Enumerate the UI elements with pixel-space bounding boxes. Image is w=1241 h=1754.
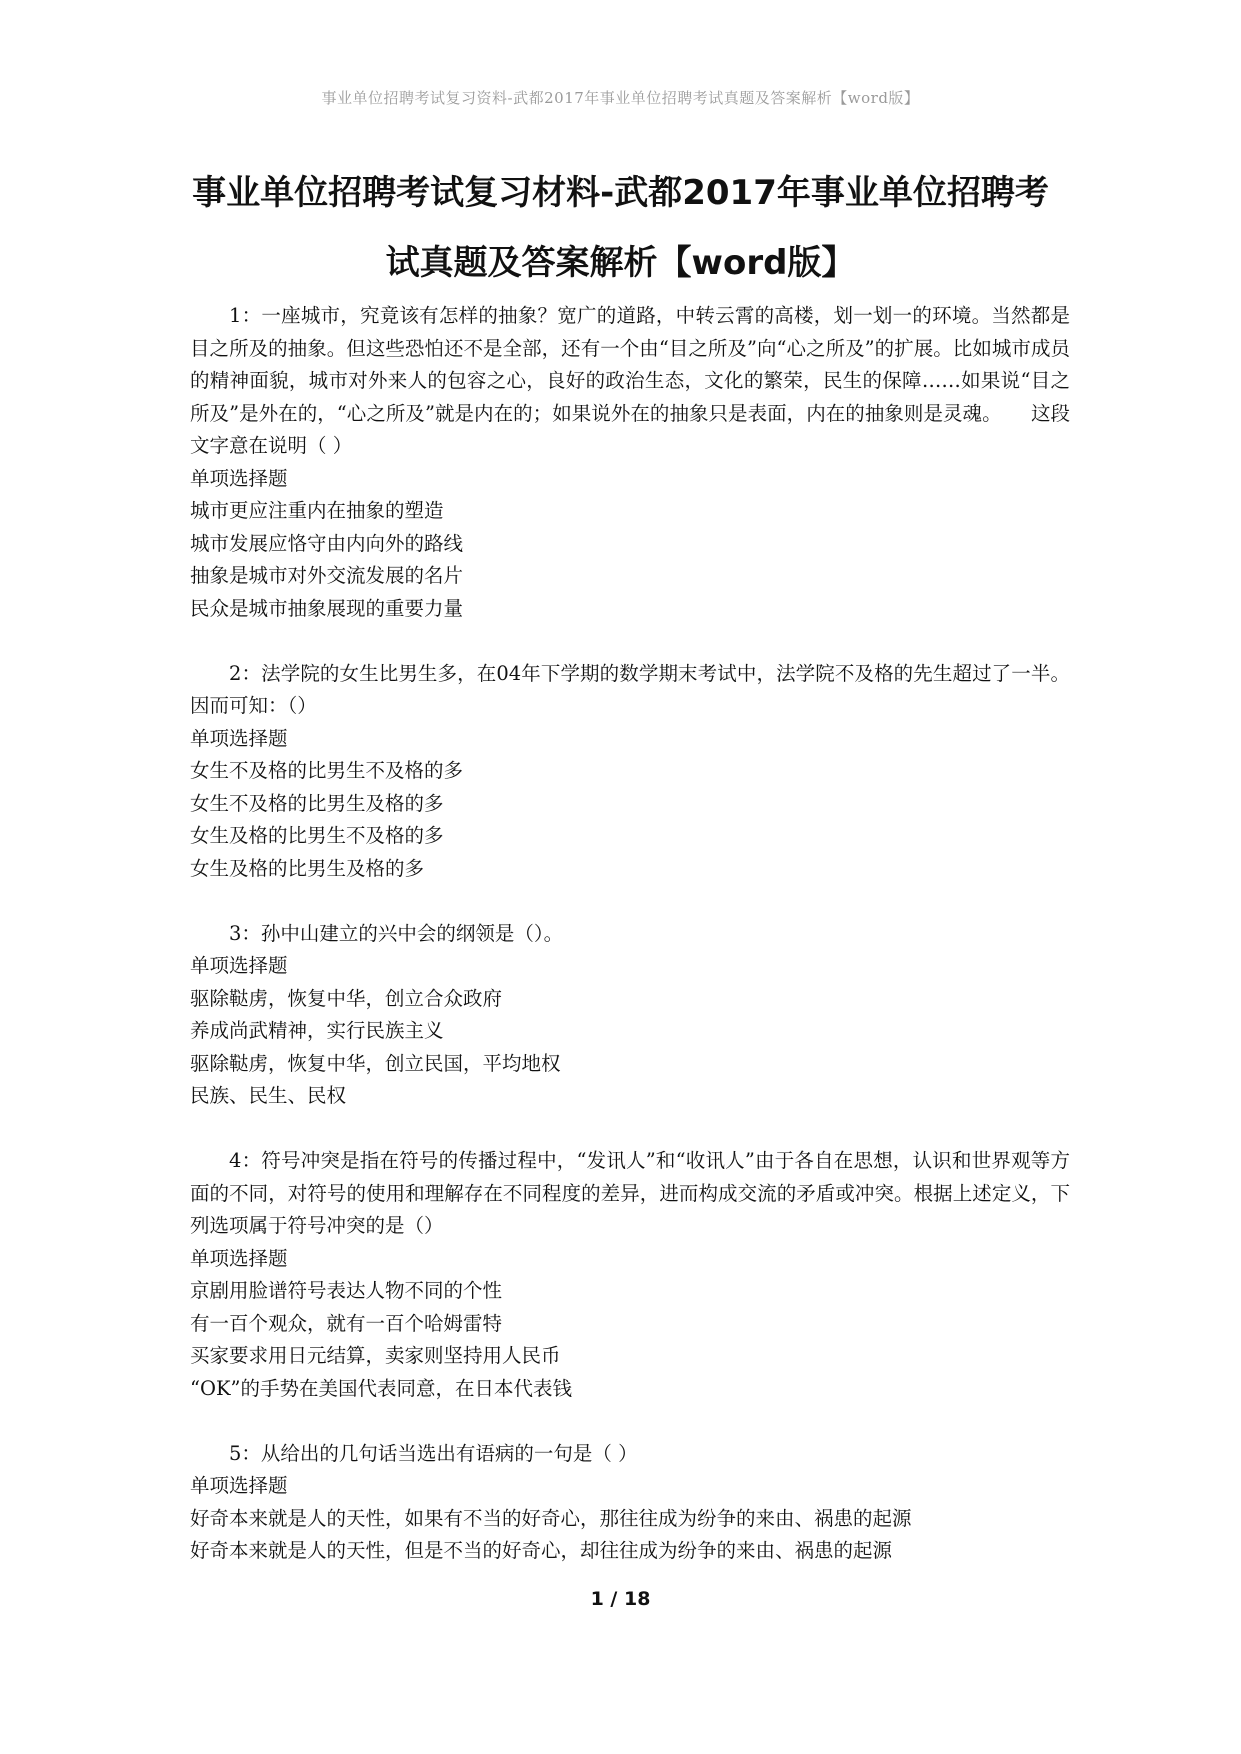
question-stem: 5：从给出的几句话当选出有语病的一句是（ ） bbox=[229, 1441, 638, 1465]
question-2 bbox=[190, 658, 1070, 886]
option-d: 女生及格的比男生及格的多 bbox=[190, 856, 425, 880]
option-list bbox=[190, 755, 1070, 885]
question-type-label: 单项选择题 bbox=[190, 954, 288, 977]
question-3 bbox=[190, 918, 1070, 1113]
option-list bbox=[190, 1503, 1070, 1568]
option-list bbox=[190, 495, 1070, 625]
option-c: 女生及格的比男生不及格的多 bbox=[190, 824, 444, 847]
option-b: 女生不及格的比男生及格的多 bbox=[190, 791, 444, 815]
question-1 bbox=[190, 300, 1070, 625]
question-type-label: 单项选择题 bbox=[190, 466, 288, 490]
option-b: 好奇本来就是人的天性，但是不当的好奇心，却往往成为纷争的来由、祸患的起源 bbox=[190, 1539, 893, 1562]
question-5 bbox=[190, 1438, 1070, 1568]
option-a: 女生不及格的比男生不及格的多 bbox=[190, 759, 464, 782]
option-c: 抽象是城市对外交流发展的名片 bbox=[190, 564, 464, 587]
option-d: 民众是城市抽象展现的重要力量 bbox=[190, 596, 464, 620]
option-list bbox=[190, 1275, 1070, 1405]
option-a: 驱除鞑虏，恢复中华，创立合众政府 bbox=[190, 986, 503, 1010]
running-header: 事业单位招聘考试复习资料-武都2017年事业单位招聘考试真题及答案解析【word版】 bbox=[321, 89, 920, 107]
question-type-label: 单项选择题 bbox=[190, 726, 288, 750]
option-d: “OK”的手势在美国代表同意，在日本代表钱 bbox=[190, 1376, 572, 1400]
document-title bbox=[120, 158, 1121, 298]
option-list bbox=[190, 983, 1070, 1113]
question-list bbox=[190, 300, 1070, 1600]
option-a: 城市更应注重内在抽象的塑造 bbox=[190, 499, 444, 522]
option-a: 好奇本来就是人的天性，如果有不当的好奇心，那往往成为纷争的来由、祸患的起源 bbox=[190, 1506, 912, 1530]
option-d: 民族、民生、民权 bbox=[190, 1084, 347, 1107]
title-line-1: 事业单位招聘考试复习材料-武都2017年事业单位招聘考 bbox=[192, 173, 1049, 213]
option-c: 买家要求用日元结算，卖家则坚持用人民币 bbox=[190, 1344, 561, 1367]
option-b: 养成尚武精神，实行民族主义 bbox=[190, 1019, 444, 1042]
title-line-2: 试真题及答案解析【word版】 bbox=[385, 243, 856, 283]
question-4 bbox=[190, 1145, 1070, 1405]
option-a: 京剧用脸谱符号表达人物不同的个性 bbox=[190, 1279, 503, 1302]
question-type-label: 单项选择题 bbox=[190, 1246, 288, 1270]
question-stem: 3：孙中山建立的兴中会的纲领是（）。 bbox=[229, 921, 564, 945]
question-stem: 2：法学院的女生比男生多，在04年下学期的数学期末考试中，法学院不及格的先生超过了一半。因而可知：（） bbox=[190, 661, 1070, 717]
question-stem: 1：一座城市，究竟该有怎样的抽象？宽广的道路，中转云霄的高楼，划一划一的环境。当然都是目之所及的抽象。但这些恐怕还不是全部，还有一个由“目之所及”向“心之所及”的扩展。比如城市成员的精神面貌，城市对外来人的包容之心，良好的政治生态，文化的繁荣，民生的保障……如果说“目之所及”是外在的，“心之所及”就是内在的；如果说外在的抽象只是表面，内在的抽象则是灵魂。 这段文字意在说明（ ） bbox=[190, 304, 1070, 457]
option-c: 驱除鞑虏，恢复中华，创立民国，平均地权 bbox=[190, 1051, 561, 1075]
question-type-label: 单项选择题 bbox=[190, 1474, 288, 1497]
option-b: 城市发展应恪守由内向外的路线 bbox=[190, 531, 464, 555]
page-number: 1 / 18 bbox=[590, 1588, 651, 1610]
question-stem: 4：符号冲突是指在符号的传播过程中，“发讯人”和“收讯人”由于各自在思想，认识和世界观等方面的不同，对符号的使用和理解存在不同程度的差异，进而构成交流的矛盾或冲突。根据上述定义，下列选项属于符号冲突的是（） bbox=[190, 1149, 1070, 1237]
option-b: 有一百个观众，就有一百个哈姆雷特 bbox=[190, 1311, 503, 1335]
